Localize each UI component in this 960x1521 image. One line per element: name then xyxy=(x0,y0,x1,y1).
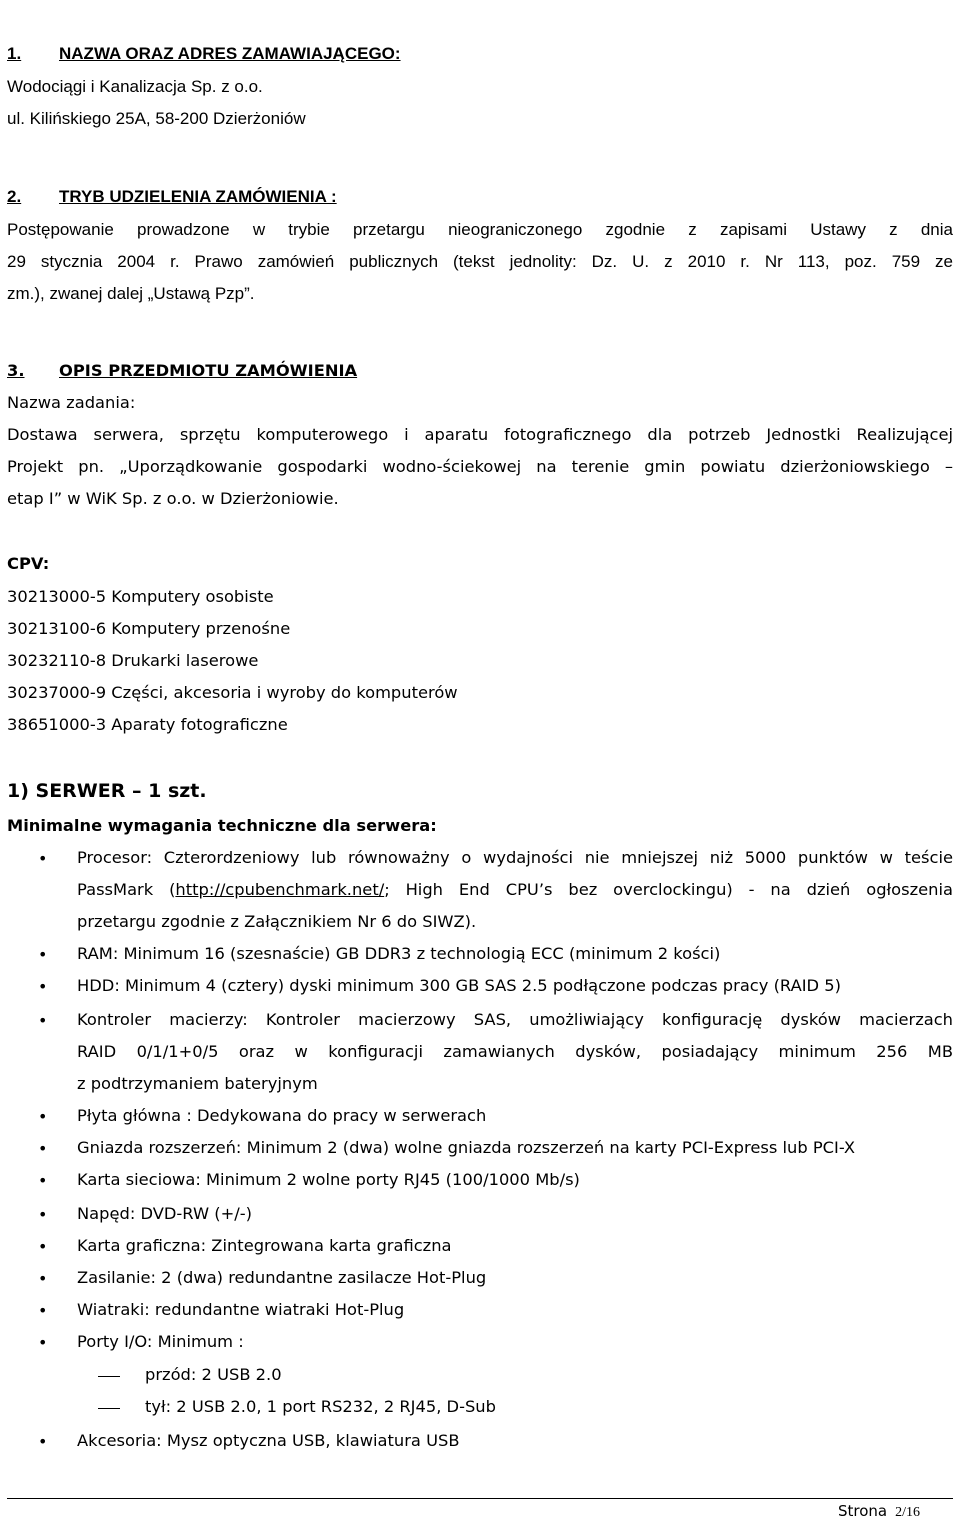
bullet-icon: • xyxy=(38,977,48,996)
bullet-icon: • xyxy=(38,1432,48,1451)
bullet-icon: • xyxy=(38,945,48,964)
section-2-title: TRYB UDZIELENIA ZAMÓWIENIA : xyxy=(59,187,337,206)
procedure-line-1: Postępowanie prowadzone w trybie przetargu nieograniczonego zgodnie z zapisami Ustawy z dnia xyxy=(7,220,953,239)
section-1-heading xyxy=(7,44,401,64)
rear-ports-spec: tył: 2 USB 2.0, 1 port RS232, 2 RJ45, D-Sub xyxy=(145,1397,496,1416)
section-1-number: 1. xyxy=(7,44,22,63)
drive-spec: Napęd: DVD-RW (+/-) xyxy=(77,1204,252,1223)
bullet-icon: • xyxy=(38,1269,48,1288)
bullet-icon: • xyxy=(38,1171,48,1190)
dash-icon xyxy=(98,1376,120,1377)
orderer-address: ul. Kilińskiego 25A, 58-200 Dzierżoniów xyxy=(7,109,306,128)
expansion-slots-spec: Gniazda rozszerzeń: Minimum 2 (dwa) wolne gniazda rozszerzeń na karty PCI-Express lub PCI-X xyxy=(77,1138,856,1157)
ram-spec: RAM: Minimum 16 (szesnaście) GB DDR3 z technologią ECC (minimum 2 kości) xyxy=(77,944,721,963)
section-2-number: 2. xyxy=(7,187,22,206)
orderer-name: Wodociągi i Kanalizacja Sp. z o.o. xyxy=(7,77,263,96)
hdd-spec: HDD: Minimum 4 (cztery) dyski minimum 300 GB SAS 2.5 podłączone podczas pracy (RAID 5) xyxy=(77,976,841,995)
cpv-code: 30237000-9 Części, akcesoria i wyroby do komputerów xyxy=(7,683,458,702)
page-footer xyxy=(838,1502,920,1521)
footer-divider xyxy=(7,1498,953,1499)
graphics-card-spec: Karta graficzna: Zintegrowana karta graficzna xyxy=(77,1236,452,1255)
cpu-line-2-end: ; High End CPU’s bez overclockingu) - na dzień ogłoszenia xyxy=(384,880,953,899)
cpv-code: 30232110-8 Drukarki laserowe xyxy=(7,651,259,670)
procedure-line-3: zm.), zwanej dalej „Ustawą Pzp”. xyxy=(7,284,255,303)
network-card-spec: Karta sieciowa: Minimum 2 wolne porty RJ45 (100/1000 Mb/s) xyxy=(77,1170,580,1189)
task-description-line-3: etap I” w WiK Sp. z o.o. w Dzierżoniowie. xyxy=(7,489,339,508)
section-1-title: NAZWA ORAZ ADRES ZAMAWIAJĄCEGO: xyxy=(59,44,401,63)
bullet-icon: • xyxy=(38,1139,48,1158)
server-requirements-heading: Minimalne wymagania techniczne dla serwera: xyxy=(7,816,437,835)
raid-line-3: z podtrzymaniem bateryjnym xyxy=(77,1074,318,1093)
raid-line-1: Kontroler macierzy: Kontroler macierzowy SAS, umożliwiający konfigurację dysków macierzach xyxy=(77,1010,953,1029)
cpu-line-1: Procesor: Czterordzeniowy lub równoważny o wydajności nie mniejszej niż 5000 punktów w teście xyxy=(77,848,953,867)
section-2-heading xyxy=(7,187,337,207)
raid-line-2: RAID 0/1/1+0/5 oraz w konfiguracji zamawianych dysków, posiadający minimum 256 MB xyxy=(77,1042,953,1061)
cpu-line-2-start: PassMark ( xyxy=(77,880,176,899)
cpv-code: 30213000-5 Komputery osobiste xyxy=(7,587,274,606)
front-ports-spec: przód: 2 USB 2.0 xyxy=(145,1365,282,1384)
section-3-title: OPIS PRZEDMIOTU ZAMÓWIENIA xyxy=(59,361,358,380)
cpv-code: 30213100-6 Komputery przenośne xyxy=(7,619,291,638)
power-supply-spec: Zasilanie: 2 (dwa) redundantne zasilacze Hot-Plug xyxy=(77,1268,487,1287)
bullet-icon: • xyxy=(38,1205,48,1224)
task-description-line-1: Dostawa serwera, sprzętu komputerowego i aparatu fotograficznego dla potrzeb Jednostki Realizującej xyxy=(7,425,953,444)
bullet-icon: • xyxy=(38,1011,48,1030)
bullet-icon: • xyxy=(38,849,48,868)
page-number: 2/16 xyxy=(895,1505,920,1520)
fans-spec: Wiatraki: redundantne wiatraki Hot-Plug xyxy=(77,1300,405,1319)
accessories-spec: Akcesoria: Mysz optyczna USB, klawiatura USB xyxy=(77,1431,460,1450)
cpu-line-3: przetargu zgodnie z Załącznikiem Nr 6 do SIWZ). xyxy=(77,912,477,931)
procedure-line-2: 29 stycznia 2004 r. Prawo zamówień publicznych (tekst jednolity: Dz. U. z 2010 r. Nr 113, poz. 759 ze xyxy=(7,252,953,271)
task-name-label: Nazwa zadania: xyxy=(7,393,136,412)
cpu-line-2 xyxy=(77,880,953,899)
motherboard-spec: Płyta główna : Dedykowana do pracy w serwerach xyxy=(77,1106,487,1125)
section-3-number: 3. xyxy=(7,361,25,380)
page-label: Strona xyxy=(837,1502,888,1520)
task-description-line-2: Projekt pn. „Uporządkowanie gospodarki wodno-ściekowej na terenie gmin powiatu dzierżoniowskiego – xyxy=(7,457,953,476)
cpv-code: 38651000-3 Aparaty fotograficzne xyxy=(7,715,288,734)
bullet-icon: • xyxy=(38,1301,48,1320)
dash-icon xyxy=(98,1408,120,1409)
io-ports-spec: Porty I/O: Minimum : xyxy=(77,1332,244,1351)
passmark-link[interactable]: http://cpubenchmark.net/ xyxy=(175,880,385,899)
bullet-icon: • xyxy=(38,1107,48,1126)
server-heading: 1) SERWER – 1 szt. xyxy=(7,780,207,802)
section-3-heading xyxy=(7,361,357,380)
bullet-icon: • xyxy=(38,1333,48,1352)
cpv-label: CPV: xyxy=(7,554,50,573)
bullet-icon: • xyxy=(38,1237,48,1256)
